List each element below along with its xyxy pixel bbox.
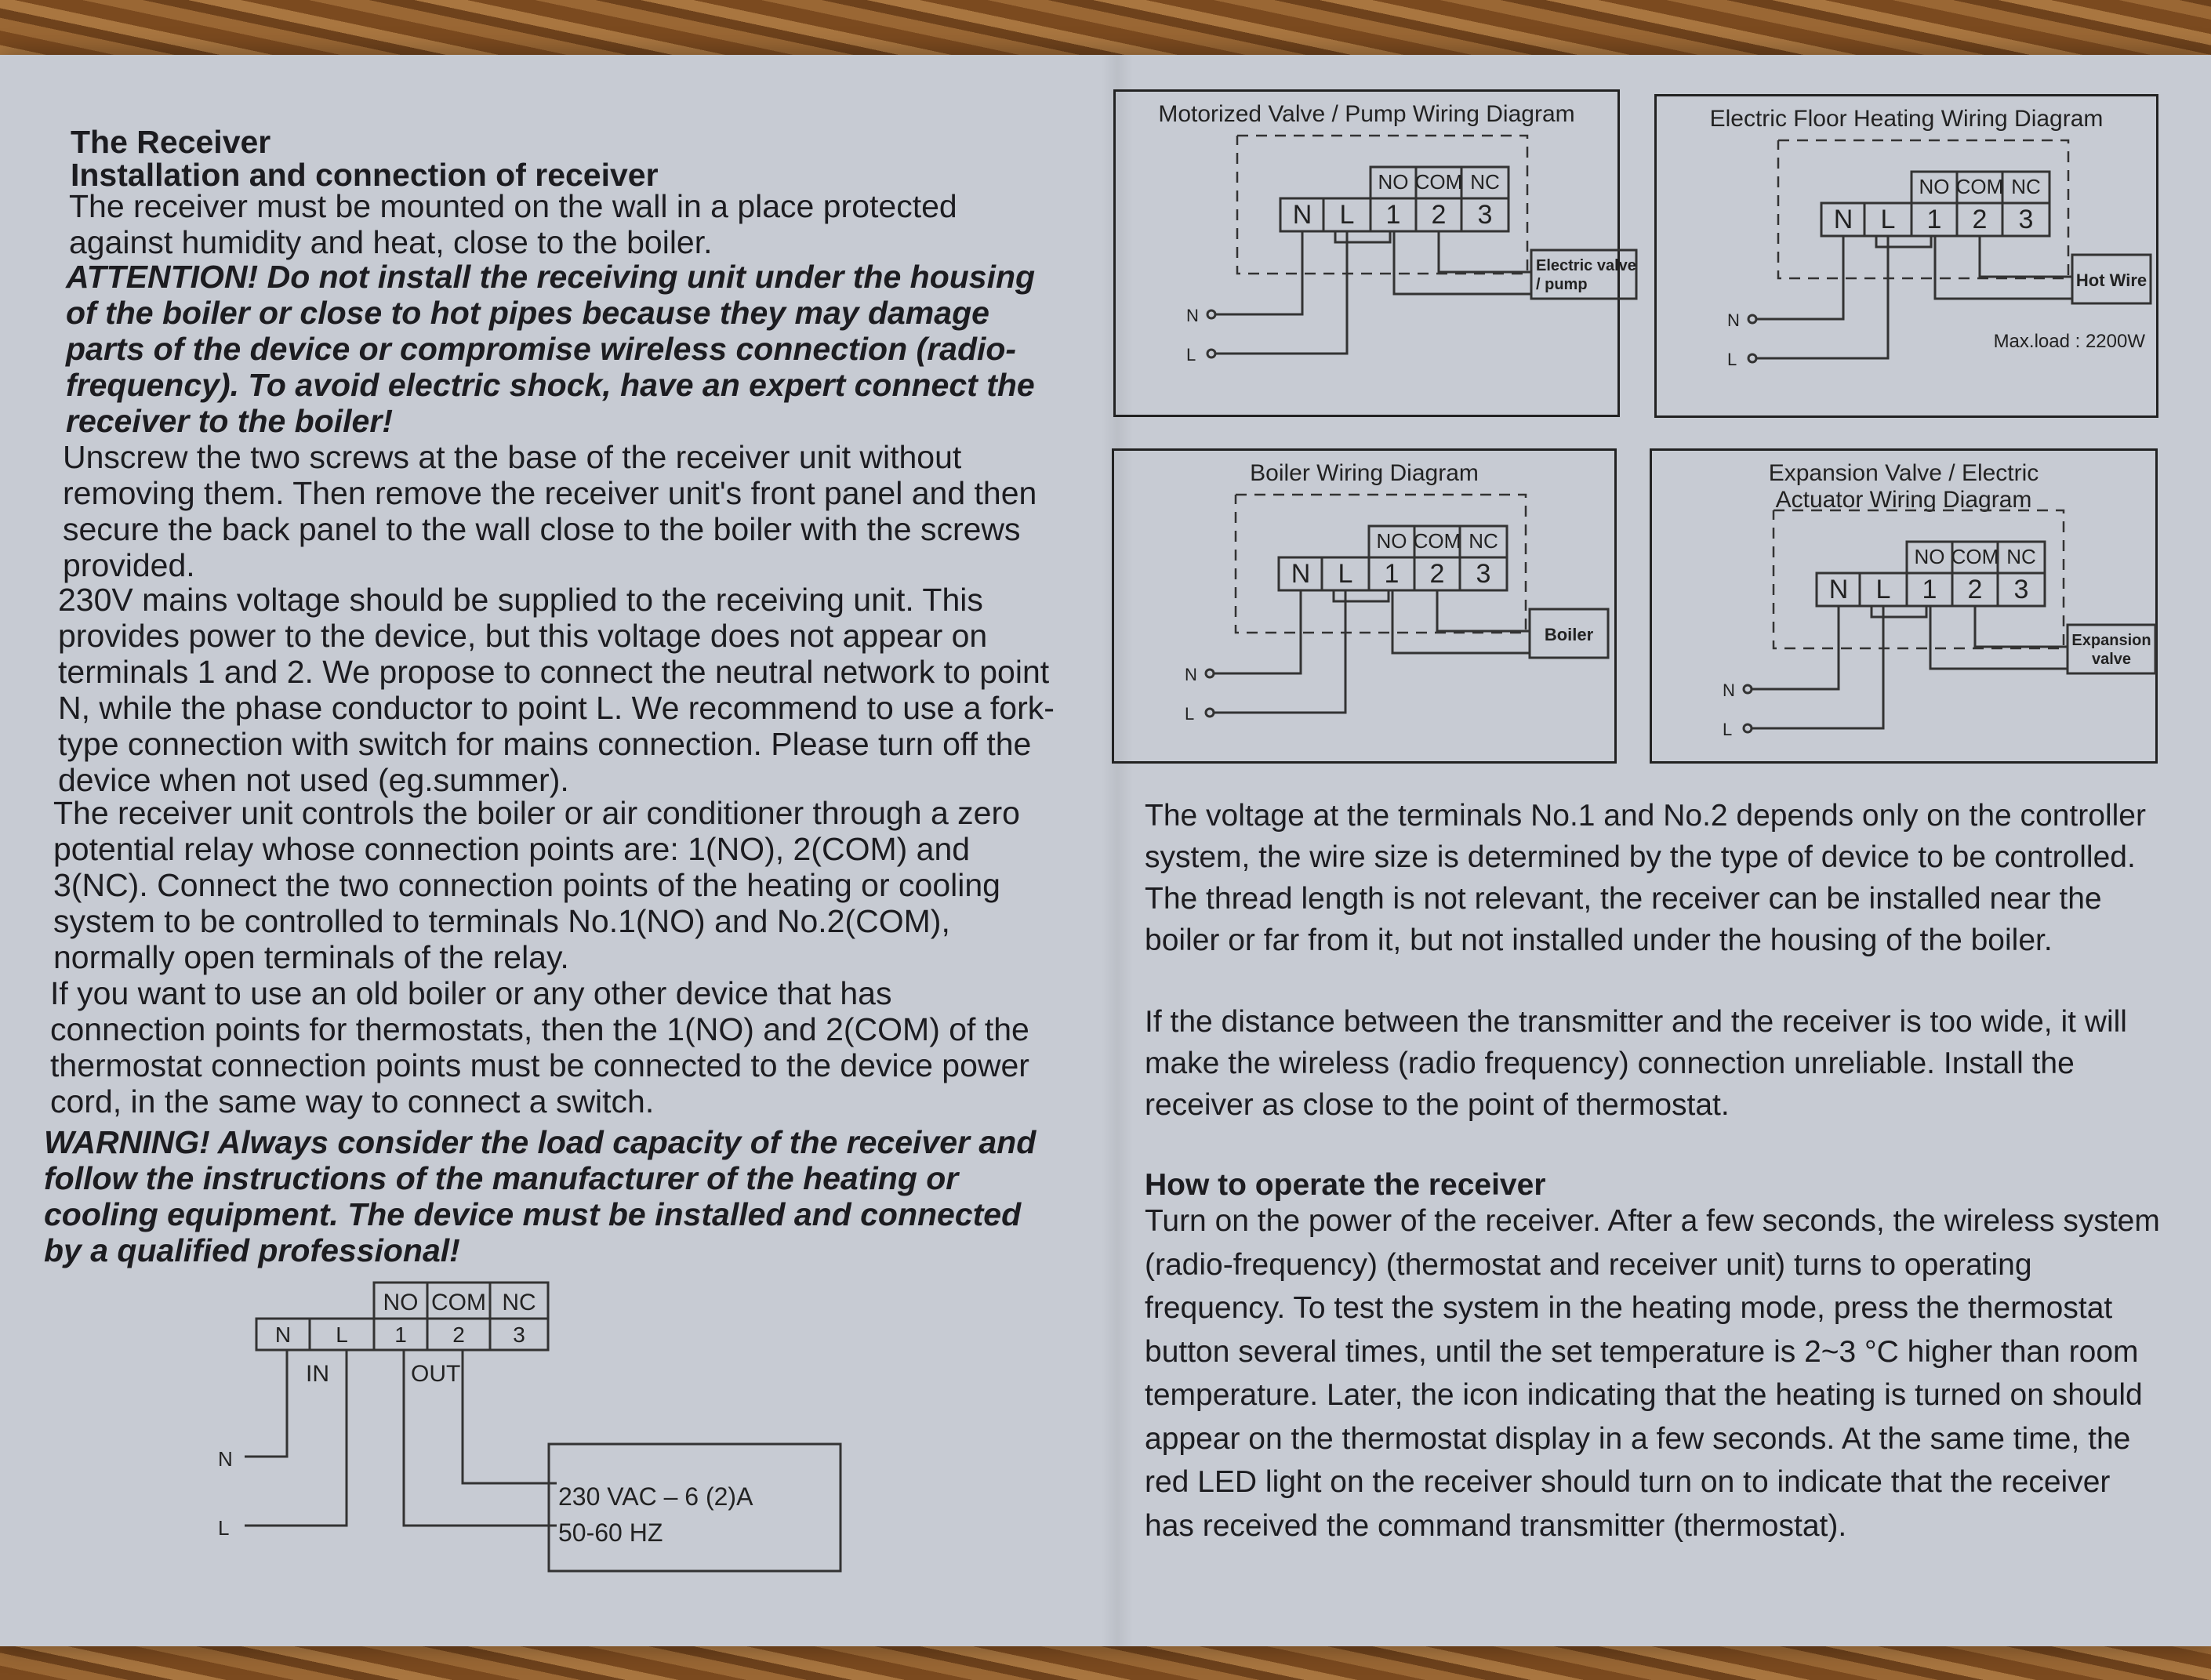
floor-heating-diagram (1654, 94, 2158, 418)
n-wire-label: N (1723, 680, 1735, 700)
device-label: Hot Wire (2075, 270, 2147, 290)
relay-com-label: COM (1414, 170, 1463, 194)
l-wire-label: L (1723, 720, 1733, 739)
diagram-title: Boiler Wiring Diagram (1250, 460, 1479, 486)
diagram-title: Electric Floor Heating Wiring Diagram (1709, 106, 2104, 132)
voltage-paragraph: The voltage at the terminals No.1 and No.2 depends only on the controller system, the wire size is determined by the type of device to be controlled. The thread length is not relevant, the receiver can be installed near the boiler or far from it, but not installed under the housing of the boiler. (1145, 799, 2146, 957)
diagram-title: Motorized Valve / Pump Wiring Diagram (1158, 101, 1575, 127)
boiler-diagram (1112, 448, 1617, 764)
section-title: The Receiver (71, 124, 271, 160)
in-label: IN (306, 1361, 329, 1387)
relay-com-label: COM (1951, 545, 1999, 568)
terminal-2: 2 (452, 1323, 465, 1347)
section-subtitle: Installation and connection of receiver (71, 157, 659, 193)
terminal-l: L (1338, 559, 1353, 589)
max-load-label: Max.load : 2200W (1993, 331, 2145, 352)
terminal-n: N (1833, 205, 1853, 234)
relay-nc-label: NC (1470, 170, 1500, 194)
relay-nc-label: NC (502, 1290, 536, 1315)
warning-paragraph: WARNING! Always consider the load capacity of the receiver and follow the instructions of the manufacturer of the heating or cooling equipment. The device must be installed and connected by a qualified professional! (44, 1124, 1037, 1268)
l-wire-label: L (1727, 350, 1737, 369)
spec-frequency: 50-60 HZ (558, 1519, 663, 1547)
l-wire-label: L (1185, 704, 1195, 724)
attention-paragraph: ATTENTION! Do not install the receiving unit under the housing of the boiler or close to hot pipes because they may damage parts of the device or compromise wireless connection (radio-frequency). To avoid electric shock, have an expert connect the receiver to the boiler! (66, 259, 1036, 439)
relay-com-label: COM (431, 1290, 486, 1315)
instructions-paragraph-2: 230V mains voltage should be supplied to the receiving unit. This provides power to the device, but this voltage does not appear on terminals 1 and 2. We propose to connect the neutral network to point N, while the phase conductor to point L. We recommend to use a fork-type connection with switch for mains connection. Please turn off the device when not used (eg.summer). (58, 582, 1055, 798)
terminal-3: 3 (1477, 200, 1493, 230)
terminal-l: L (1880, 205, 1896, 234)
terminal-3: 3 (2018, 205, 2034, 234)
relay-no-label: NO (1914, 545, 1945, 568)
terminal-2: 2 (1967, 575, 1983, 604)
terminal-n: N (1828, 575, 1849, 604)
intro-paragraph: The receiver must be mounted on the wall in a place protected against humidity and heat, close to the boiler. (69, 188, 957, 260)
terminal-1: 1 (1926, 205, 1942, 234)
instructions-paragraph-3: The receiver unit controls the boiler or air conditioner through a zero potential relay whose connection points are: 1(NO), 2(COM) and 3(NC). Connect the two connection points of the heating or cooling system to be controlled to terminals No.1(NO) and No.2(COM), normally open terminals of the relay. (53, 795, 1020, 975)
terminal-l: L (1339, 200, 1355, 230)
terminal-2: 2 (1429, 559, 1445, 589)
relay-com-label: COM (1413, 529, 1461, 553)
n-wire-label: N (1185, 665, 1197, 684)
relay-nc-label: NC (2006, 545, 2036, 568)
device-label-line: valve (2091, 651, 2132, 668)
terminal-1: 1 (1385, 200, 1401, 230)
device-label: Boiler (1544, 625, 1594, 644)
l-wire-label: L (1186, 345, 1196, 365)
n-wire-label: N (1186, 306, 1199, 325)
terminal-l: L (1875, 575, 1891, 604)
terminal-3: 3 (513, 1323, 525, 1347)
terminal-1: 1 (1922, 575, 1937, 604)
terminal-n: N (1291, 559, 1311, 589)
terminal-l: L (336, 1323, 348, 1347)
device-label-line: / pump (1536, 276, 1588, 293)
relay-no-label: NO (1376, 529, 1407, 553)
relay-no-label: NO (383, 1290, 419, 1315)
terminal-1: 1 (394, 1323, 407, 1347)
terminal-n: N (274, 1323, 292, 1347)
terminal-2: 2 (1431, 200, 1447, 230)
receiver-wiring-diagram (196, 1278, 902, 1591)
operate-paragraph: Turn on the power of the receiver. After a few seconds, the wireless system (radio-frequency) (thermostat and receiver unit) turns to operating frequency. To test the system in the heating mode, press the thermostat button several times, until the set temperature is 2~3 °C higher than room temperature. Later, the icon indicating that the heating is turned on should appear on the thermostat display in a few seconds. At the same time, the red LED light on the receiver should turn on to indicate that the receiver has received the command transmitter (thermostat). (1145, 1204, 2160, 1543)
operate-title: How to operate the receiver (1145, 1168, 1546, 1202)
expansion-valve-diagram (1650, 448, 2158, 764)
l-wire-label: L (218, 1516, 230, 1540)
instructions-paragraph-1: Unscrew the two screws at the base of the receiver unit without removing them. Then remove the receiver unit's front panel and then secure the back panel to the wall close to the boiler with the screws provided. (63, 439, 1037, 583)
n-wire-label: N (1727, 310, 1740, 330)
relay-nc-label: NC (2011, 175, 2041, 198)
n-wire-label: N (218, 1447, 233, 1471)
terminal-3: 3 (1476, 559, 1491, 589)
motorized-valve-diagram (1113, 89, 1636, 417)
terminal-3: 3 (2013, 575, 2029, 604)
terminal-1: 1 (1384, 559, 1400, 589)
relay-no-label: NO (1919, 175, 1950, 198)
terminal-n: N (1292, 200, 1312, 230)
relay-com-label: COM (1955, 175, 2004, 198)
spec-voltage: 230 VAC – 6 (2)A (558, 1482, 753, 1511)
out-label: OUT (411, 1361, 461, 1387)
device-label-line: Electric valve (1536, 257, 1636, 274)
terminal-2: 2 (1972, 205, 1988, 234)
device-label-line: Expansion (2071, 632, 2151, 649)
instructions-paragraph-4: If you want to use an old boiler or any other device that has connection points for thermostats, then the 1(NO) and 2(COM) of the thermostat connection points must be connected to the device power cord, in the same way to connect a switch. (50, 975, 1029, 1119)
relay-nc-label: NC (1469, 529, 1498, 553)
relay-no-label: NO (1378, 170, 1409, 194)
diagram-title: Expansion Valve / Electric Actuator Wiring Diagram (1768, 460, 2039, 513)
distance-paragraph: If the distance between the transmitter and the receiver is too wide, it will make the wireless (radio frequency) connection unreliable. Install the receiver as close to the point of thermostat. (1145, 1005, 2127, 1122)
